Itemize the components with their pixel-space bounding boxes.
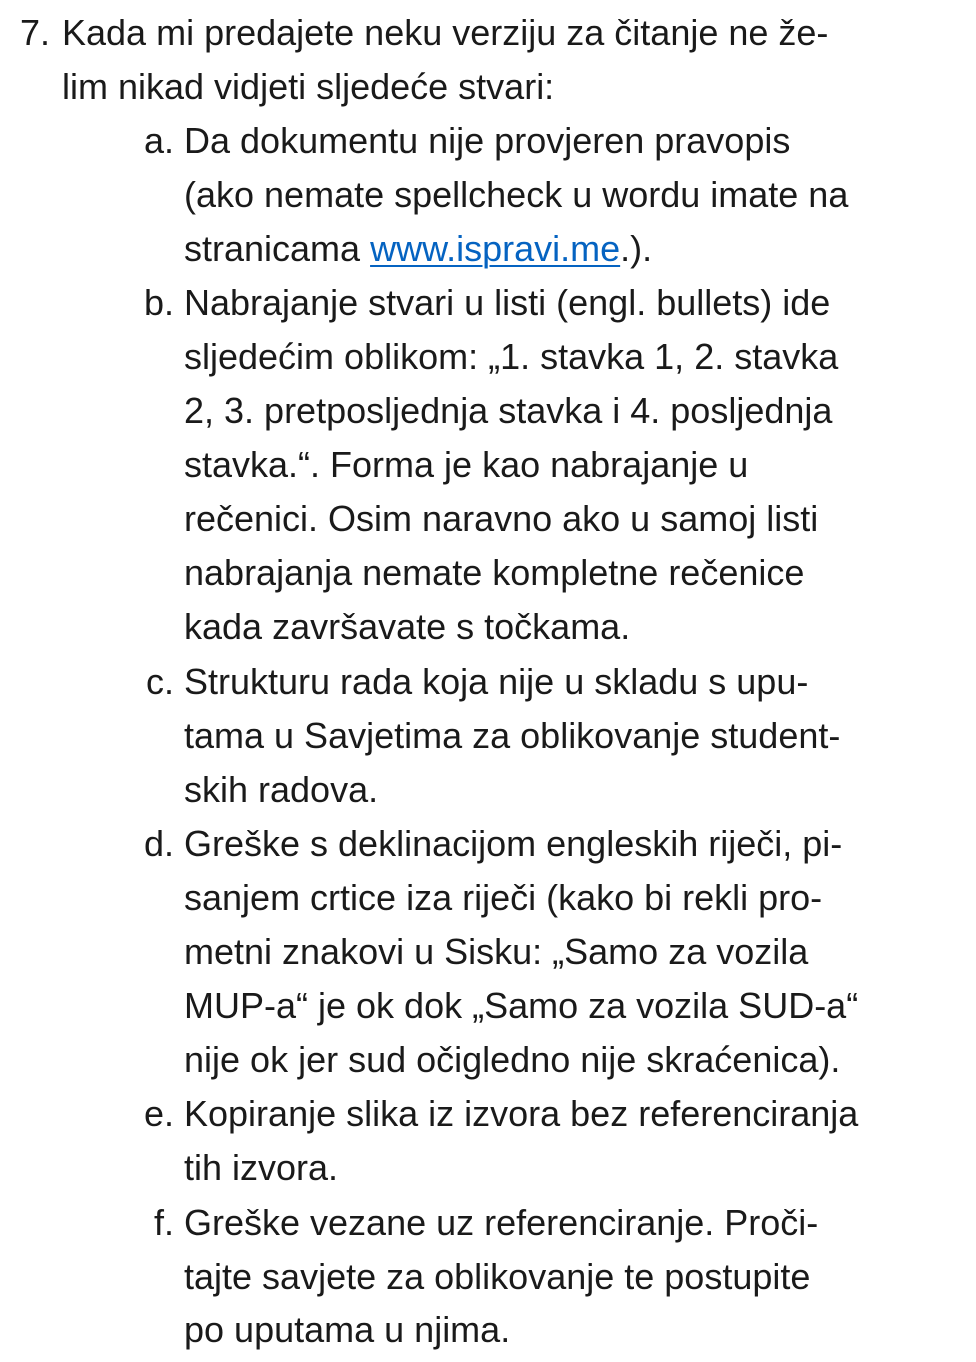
subitem-text-line: po uputama u njima. [184,1309,511,1350]
ispravi-link[interactable]: www.ispravi.me [370,228,621,269]
subitem-text-line: tajte savjete za oblikovanje te postupite [184,1256,811,1297]
subitem-text-line: (ako nemate spellcheck u wordu imate na [184,174,849,215]
subitem-text-line: nabrajanja nemate kompletne rečenice [184,552,805,593]
subitem-text-line: kada završavate s točkama. [184,606,631,647]
subitem-marker-f: f. [153,1202,174,1243]
subitem-text-line: MUP-a“ je ok dok „Samo za vozila SUD-a“ [184,985,859,1026]
link-prefix: stranicama [184,228,371,269]
subitem-marker-b: b. [143,282,174,323]
subitem-marker-e: e. [143,1093,174,1134]
subitem-text-line: Da dokumentu nije provjeren pravopis [184,120,791,161]
subitem-text-line: sanjem crtice iza riječi (kako bi rekli pro- [184,877,823,918]
subitem-text-line: skih radova. [184,769,379,810]
link-suffix: .). [620,228,653,269]
subitem-text-line: stavka.“. Forma je kao nabrajanje u [184,444,749,485]
subitem-marker-a: a. [143,120,174,161]
subitem-text-line: tih izvora. [184,1147,339,1188]
item-text-line: lim nikad vidjeti sljedeće stvari: [62,66,555,107]
subitem-text-line: nije ok jer sud očigledno nije skraćenica). [184,1039,841,1080]
subitem-text-line: rečenici. Osim naravno ako u samoj listi [184,498,819,539]
subitem-text-line: metni znakovi u Sisku: „Samo za vozila [184,931,809,972]
subitem-marker-d: d. [143,823,174,864]
subitem-text-line: Greške vezane uz referenciranje. Proči- [184,1202,819,1243]
subitem-text-line: Strukturu rada koja nije u skladu s upu- [184,661,809,702]
subitem-marker-c: c. [145,661,174,702]
subitem-text-line: Nabrajanje stvari u listi (engl. bullets) ide [184,282,831,323]
subitem-text-line: 2, 3. pretposljednja stavka i 4. posljednja [184,390,833,431]
item-number: 7. [20,12,51,53]
subitem-text-line: sljedećim oblikom: „1. stavka 1, 2. stavka [184,336,839,377]
subitem-text-line: tama u Savjetima za oblikovanje student- [184,715,841,756]
item-text-line: Kada mi predajete neku verziju za čitanje ne že- [62,12,829,53]
subitem-text-line-with-link [184,222,652,276]
subitem-text-line: Greške s deklinacijom engleskih riječi, pi- [184,823,843,864]
subitem-text-line: Kopiranje slika iz izvora bez referenciranja [184,1093,859,1134]
